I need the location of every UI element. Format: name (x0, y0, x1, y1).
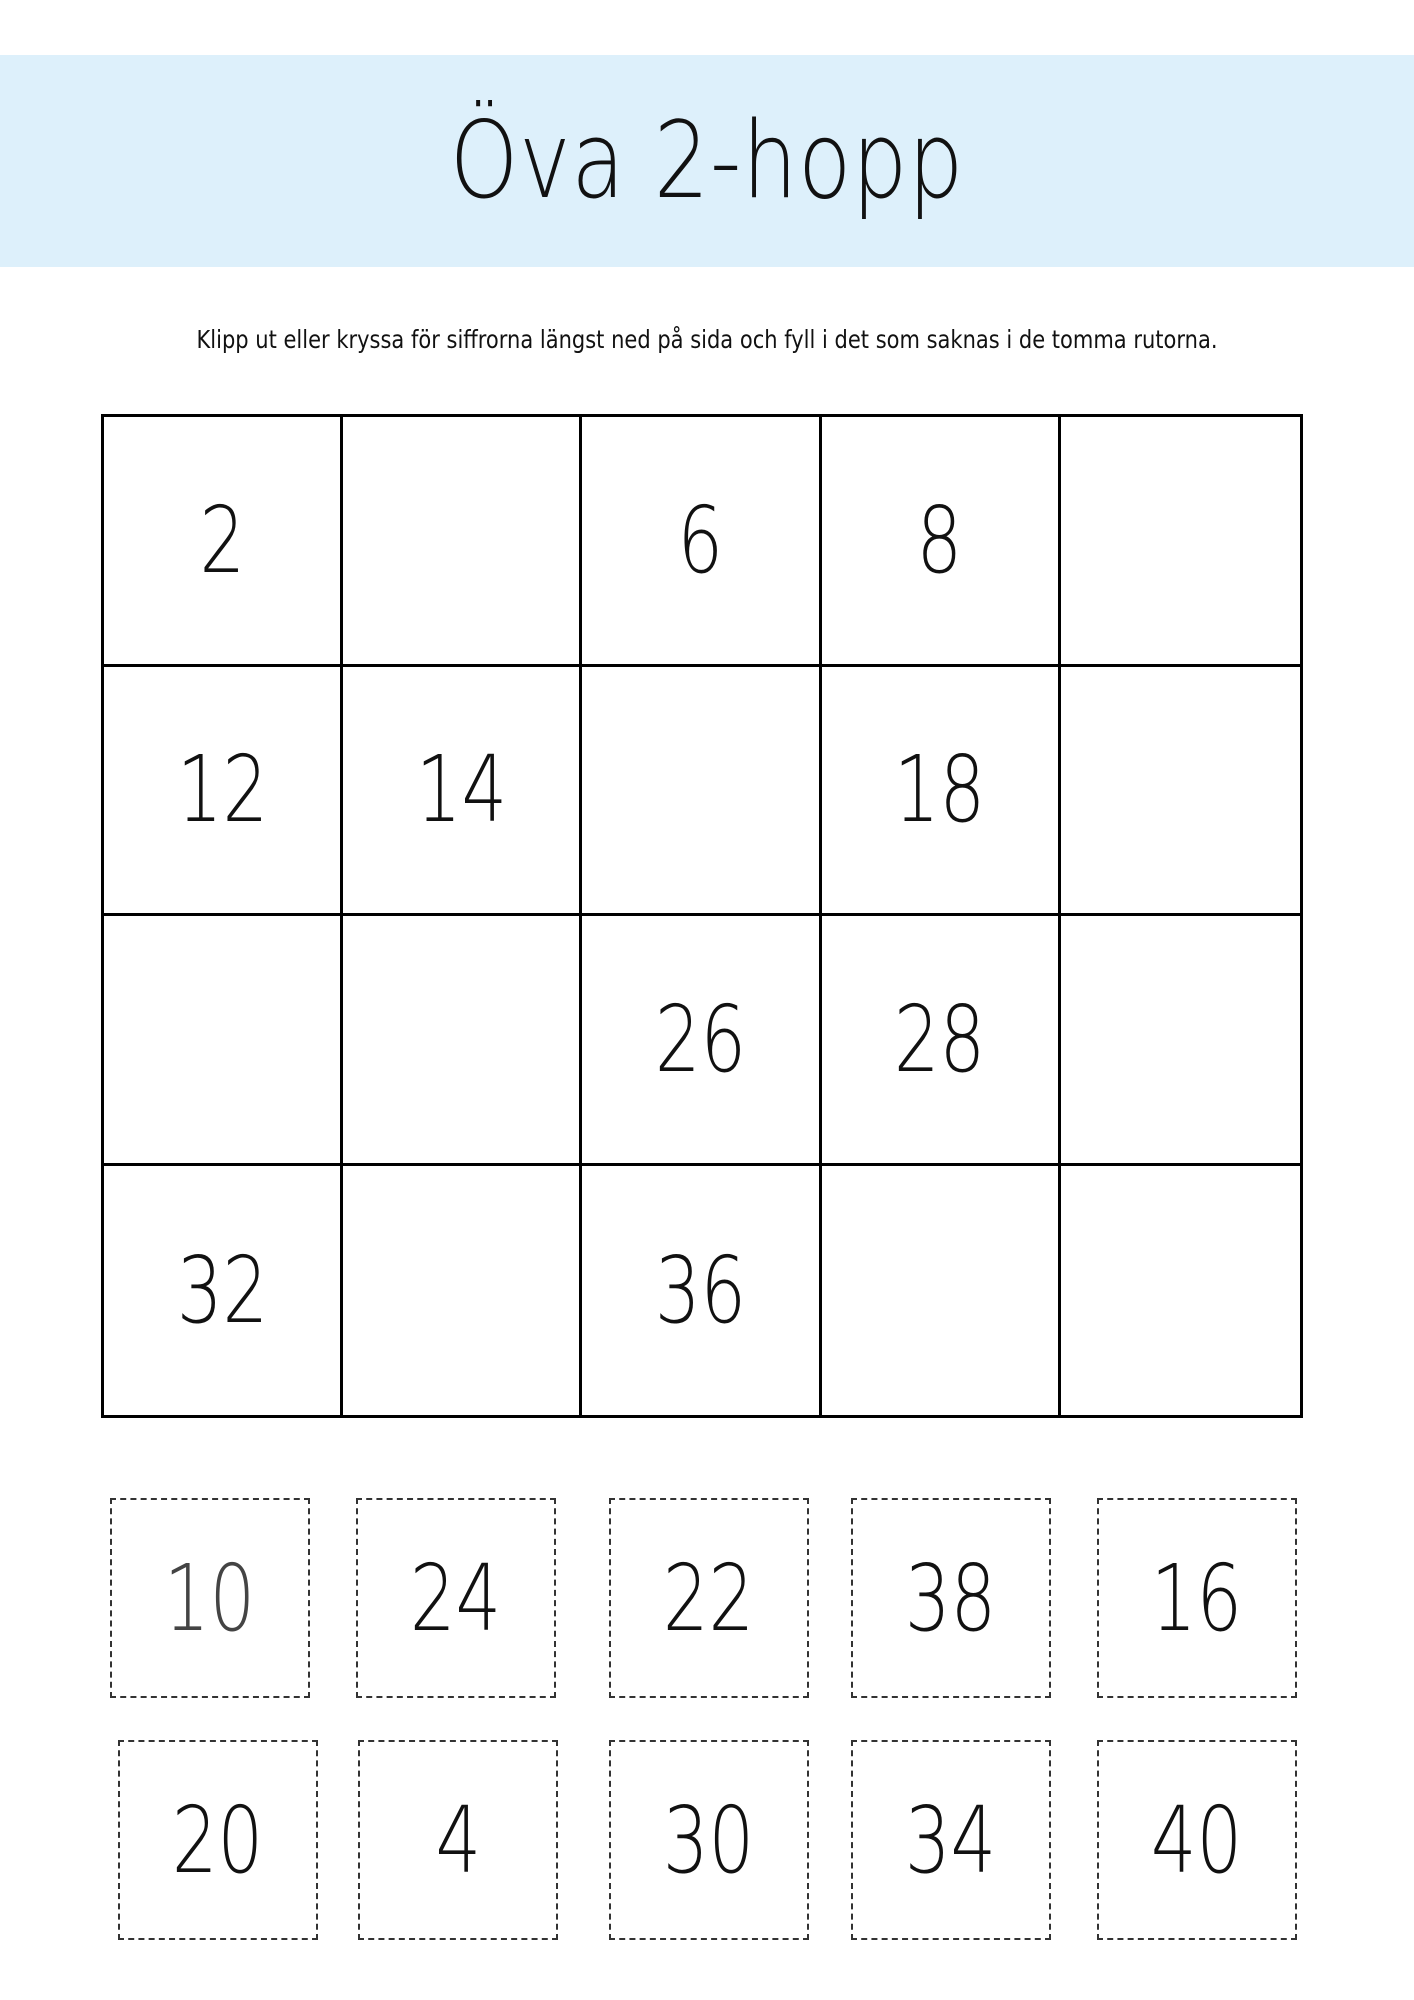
grid-cell[interactable] (582, 916, 821, 1166)
grid-cell-value: 12 (176, 736, 268, 844)
grid-cell-value: 32 (176, 1236, 268, 1344)
grid-cell-value: 8 (916, 486, 963, 594)
instruction-text: Klipp ut eller kryssa för siffrorna längst ned på sida och fyll i det som saknas i de tomma rutorna. (196, 325, 1218, 354)
cutout-card[interactable] (851, 1740, 1051, 1940)
grid-cell[interactable] (582, 1166, 821, 1416)
cutout-card-number: 34 (905, 1786, 997, 1894)
grid-cell-value: 2 (199, 486, 245, 594)
cutout-card-number: 10 (164, 1544, 256, 1652)
grid-cell[interactable] (1061, 667, 1300, 917)
grid-cell[interactable] (822, 417, 1061, 667)
grid-cell[interactable] (343, 1166, 582, 1416)
grid-cell[interactable] (822, 1166, 1061, 1416)
cutout-card[interactable] (1097, 1740, 1297, 1940)
grid-cell[interactable] (822, 916, 1061, 1166)
grid-cell[interactable] (104, 667, 343, 917)
grid-cell[interactable] (582, 417, 821, 667)
cutout-card[interactable] (609, 1498, 809, 1698)
cutout-card-number: 24 (410, 1544, 502, 1652)
cutout-card[interactable] (118, 1740, 318, 1940)
page-title: Öva 2-hopp (449, 99, 965, 222)
cutout-card[interactable] (1097, 1498, 1297, 1698)
cutout-card[interactable] (609, 1740, 809, 1940)
cutout-card[interactable] (356, 1498, 556, 1698)
grid-cell[interactable] (343, 667, 582, 917)
cutout-card-number: 40 (1151, 1786, 1243, 1894)
grid-cell-value: 18 (894, 736, 986, 844)
cutout-card-number: 20 (172, 1786, 264, 1894)
grid-cell[interactable] (104, 916, 343, 1166)
grid-cell-value: 6 (677, 486, 724, 594)
grid-cell[interactable] (343, 417, 582, 667)
grid-cell-value: 14 (415, 736, 507, 844)
grid-cell[interactable] (582, 667, 821, 917)
cutout-card-number: 22 (663, 1544, 755, 1652)
grid-cell[interactable] (1061, 916, 1300, 1166)
grid-cell[interactable] (343, 916, 582, 1166)
grid-cell[interactable] (1061, 417, 1300, 667)
cutout-card-number: 30 (663, 1786, 755, 1894)
grid-cell[interactable] (104, 417, 343, 667)
cutout-card[interactable] (358, 1740, 558, 1940)
grid-cell-value: 36 (654, 1236, 747, 1344)
grid-cell[interactable] (104, 1166, 343, 1416)
cutout-card-number: 16 (1151, 1544, 1243, 1652)
grid-cell-value: 28 (894, 985, 986, 1093)
cutout-card[interactable] (851, 1498, 1051, 1698)
cutout-card-number: 38 (905, 1544, 997, 1652)
number-grid (101, 414, 1303, 1418)
cutout-card-number: 4 (435, 1786, 481, 1894)
grid-cell[interactable] (1061, 1166, 1300, 1416)
grid-cell-value: 26 (654, 985, 747, 1093)
cutout-card[interactable] (110, 1498, 310, 1698)
grid-cell[interactable] (822, 667, 1061, 917)
